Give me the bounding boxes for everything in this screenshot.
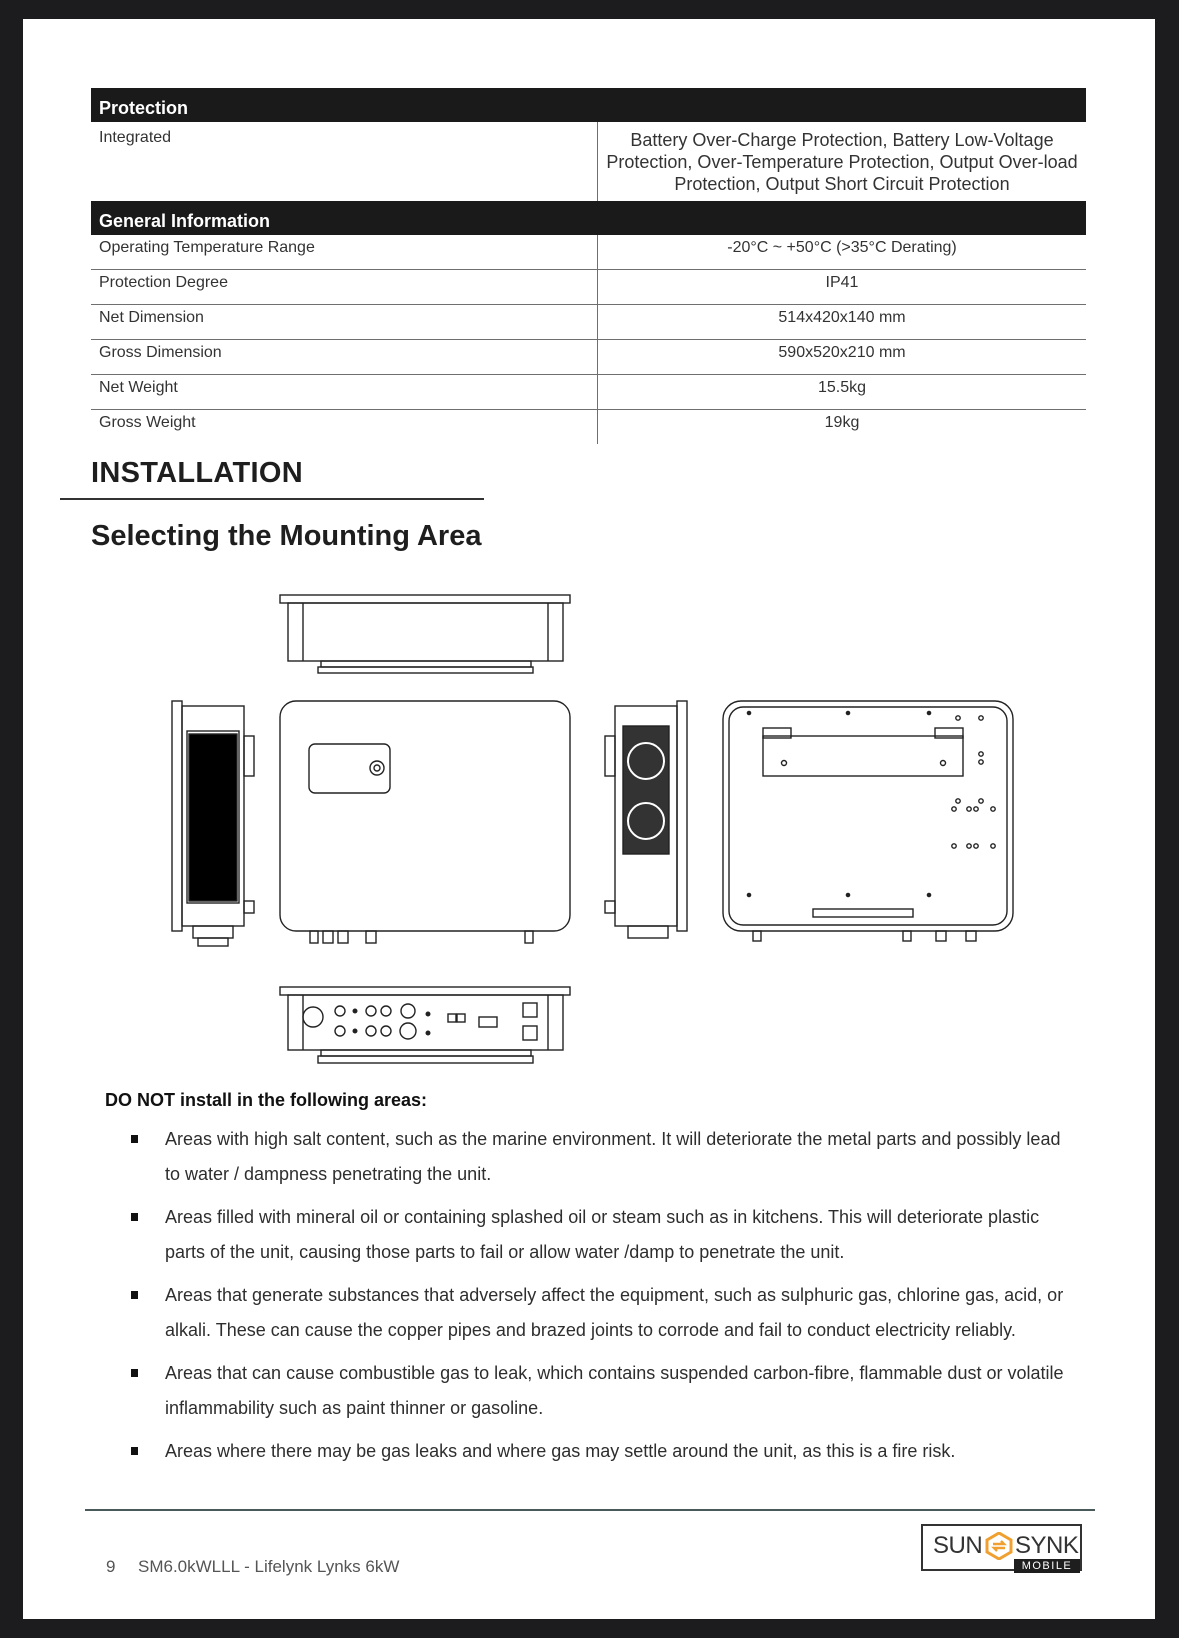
table-row — [91, 235, 1086, 270]
warning-list — [105, 1122, 1065, 1477]
sync-arrows-icon — [985, 1532, 1013, 1560]
row-value: 19kg — [824, 414, 860, 431]
bottom-view — [280, 987, 570, 1063]
row-label: Operating Temperature Range — [91, 235, 598, 269]
row-label: Protection Degree — [91, 270, 598, 304]
table-row — [91, 305, 1086, 340]
row-label: Gross Dimension — [91, 340, 598, 374]
bullet-square-icon — [131, 1447, 138, 1455]
document-page — [23, 19, 1155, 1619]
right-side-view — [605, 701, 687, 938]
list-item — [105, 1200, 1065, 1270]
back-view — [723, 701, 1013, 941]
list-item — [105, 1434, 1065, 1469]
doc-title: SM6.0kWLLL - Lifelynk Lynks 6kW — [138, 1557, 400, 1576]
row-value: 514x420x140 mm — [778, 309, 906, 326]
left-side-view — [172, 701, 254, 946]
row-label: Net Weight — [91, 375, 598, 409]
row-value: -20°C ~ +50°C (>35°C Derating) — [727, 239, 957, 256]
list-item-text: Areas where there may be gas leaks and where gas may settle around the unit, as this is a fire risk. — [165, 1441, 956, 1461]
list-item-text: Areas that can cause combustible gas to leak, which contains suspended carbon-fibre, flammable dust or volatile inflammability such as paint thinner or gasoline. — [165, 1363, 1064, 1418]
sunsynk-logo — [921, 1524, 1082, 1571]
section-divider — [60, 498, 484, 500]
list-item-text: Areas filled with mineral oil or containing splashed oil or steam such as in kitchens. This will deteriorate plastic parts of the unit, causing those parts to fail or allow water /damp to penetrate the unit. — [165, 1207, 1040, 1262]
bullet-square-icon — [131, 1369, 138, 1377]
list-item-text: Areas that generate substances that adversely affect the equipment, such as sulphuric gas, chlorine gas, acid, or alkali. These can cause the copper pipes and brazed joints to corrode and fail to conduct electricity reliably. — [165, 1285, 1064, 1340]
protection-header: Protection — [91, 88, 1086, 122]
table-row — [91, 122, 1086, 202]
bullet-square-icon — [131, 1135, 138, 1143]
footer-divider — [85, 1509, 1095, 1511]
protection-table — [91, 88, 1086, 202]
list-item — [105, 1278, 1065, 1348]
bullet-square-icon — [131, 1213, 138, 1221]
general-info-header: General Information — [91, 201, 1086, 235]
section-title: INSTALLATION — [91, 457, 303, 489]
top-view — [280, 595, 570, 673]
table-row — [91, 410, 1086, 444]
row-label: Integrated — [91, 122, 598, 202]
subsection-title: Selecting the Mounting Area — [91, 520, 482, 552]
bullet-square-icon — [131, 1291, 138, 1299]
logo-badge: MOBILE — [1014, 1559, 1080, 1573]
list-item-text: Areas with high salt content, such as the marine environment. It will deteriorate the metal parts and possibly lead to water / dampness penetrating the unit. — [165, 1129, 1061, 1184]
row-value: 15.5kg — [817, 379, 867, 396]
row-value: IP41 — [825, 274, 859, 291]
row-label: Net Dimension — [91, 305, 598, 339]
row-label: Gross Weight — [91, 410, 598, 444]
warning-heading: DO NOT install in the following areas: — [105, 1090, 428, 1110]
row-value: 590x520x210 mm — [778, 344, 906, 361]
list-item — [105, 1356, 1065, 1426]
logo-text-left: SUN — [933, 1532, 983, 1559]
table-row — [91, 270, 1086, 305]
logo-text-right: SYNK — [1015, 1532, 1079, 1559]
list-item — [105, 1122, 1065, 1192]
table-row — [91, 340, 1086, 375]
row-value: Battery Over-Charge Protection, Battery Low-Voltage Protection, Over-Temperature Protection, Output Over-load Protection, Output Short Circuit Protection — [606, 130, 1078, 194]
unit-dimension-diagram — [143, 571, 1043, 1071]
page-number: 9 — [106, 1557, 116, 1576]
front-view — [280, 701, 570, 943]
general-info-table — [91, 201, 1086, 444]
table-row — [91, 375, 1086, 410]
